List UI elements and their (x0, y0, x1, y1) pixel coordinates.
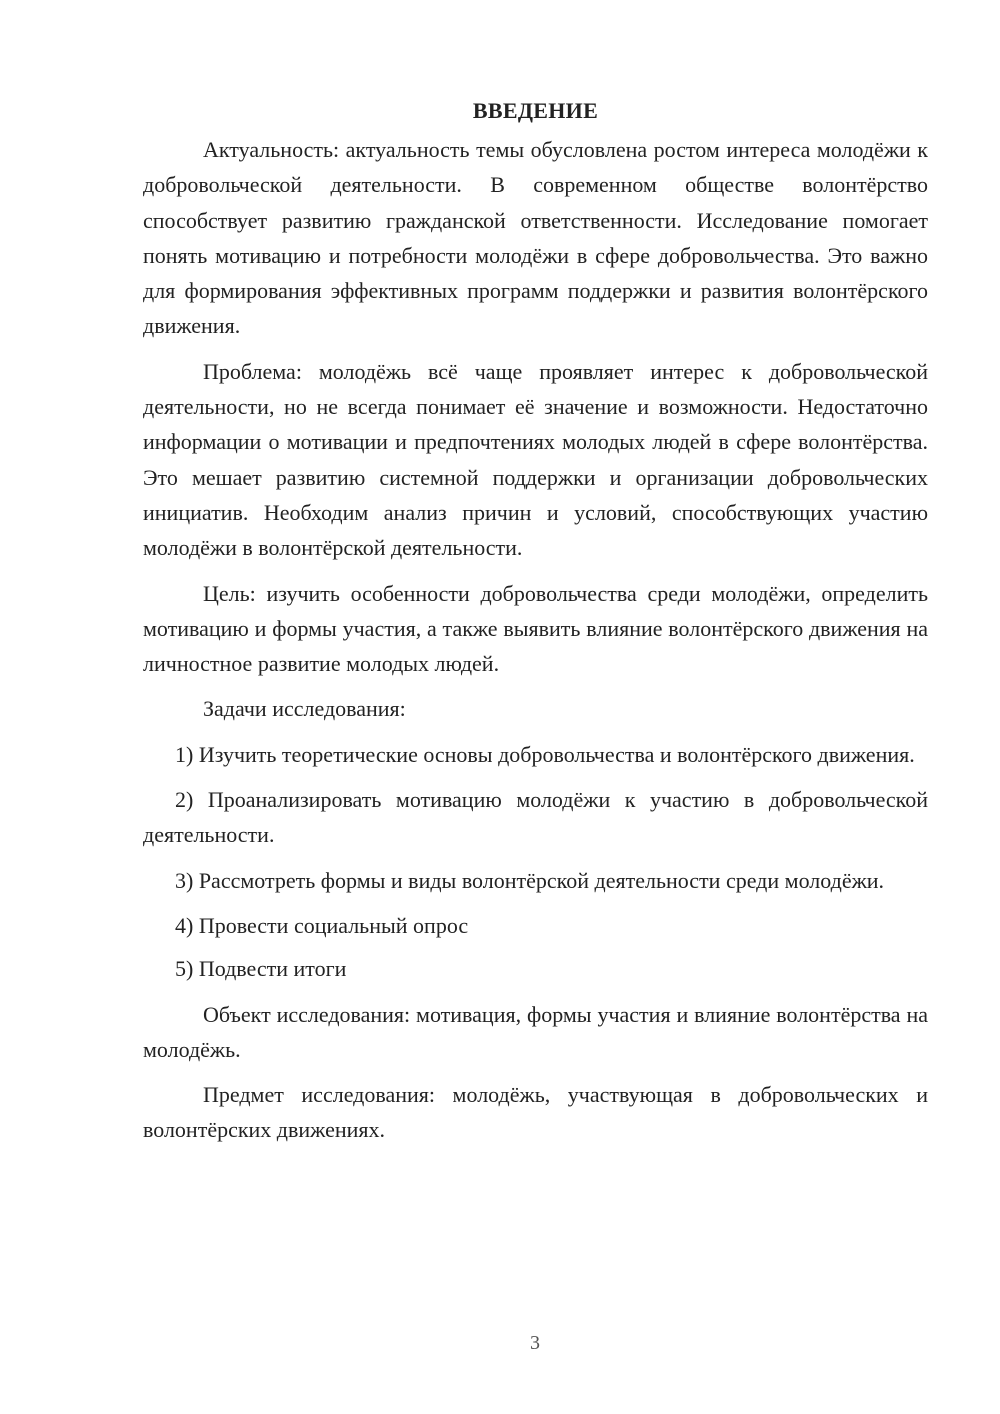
task-item-3: 3) Рассмотреть формы и виды волонтёрской деятельности среди молодёжи. (175, 867, 885, 893)
tasks-heading: Задачи исследования: (203, 696, 406, 722)
document-title: ВВЕДЕНИЕ (472, 98, 599, 123)
goal-paragraph: Цель: изучить особенности добровольчества среди молодёжи, определить мотивацию и формы участия, а также выявить влияние волонтёрского движения на личностное развитие молодых людей. (143, 580, 928, 677)
task-item-1: 1) Изучить теоретические основы добровольчества и волонтёрского движения. (175, 741, 915, 767)
page-number: 3 (530, 1332, 540, 1354)
task-item-5: 5) Подвести итоги (175, 956, 347, 982)
relevance-paragraph: Актуальность: актуальность темы обусловлена ростом интереса молодёжи к добровольческой деятельности. В современном обществе волонтёрство способствует развитию гражданской ответственности. Исследование помогает понять мотивацию и потребности молодёжи в сфере добровольчества. Это важно для формирования эффективных программ поддержки и развития волонтёрского движения. (143, 137, 928, 339)
document-page (143, 96, 928, 1158)
subject-paragraph: Предмет исследования: молодёжь, участвующая в добровольческих и волонтёрских движениях. (143, 1082, 928, 1143)
task-item-2: 2) Проанализировать мотивацию молодёжи к участию в добровольческой деятельности. (143, 787, 928, 848)
task-item-4: 4) Провести социальный опрос (175, 912, 469, 938)
problem-paragraph: Проблема: молодёжь всё чаще проявляет интерес к добровольческой деятельности, но не всегда понимает её значение и возможности. Недостаточно информации о мотивации и предпочтениях молодых людей в сфере волонтёрства. Это мешает развитию системной поддержки и организации добровольческих инициатив. Необходим анализ причин и условий, способствующих участию молодёжи в волонтёрской деятельности. (143, 358, 928, 561)
object-paragraph: Объект исследования: мотивация, формы участия и влияние волонтёрства на молодёжь. (143, 1001, 928, 1062)
